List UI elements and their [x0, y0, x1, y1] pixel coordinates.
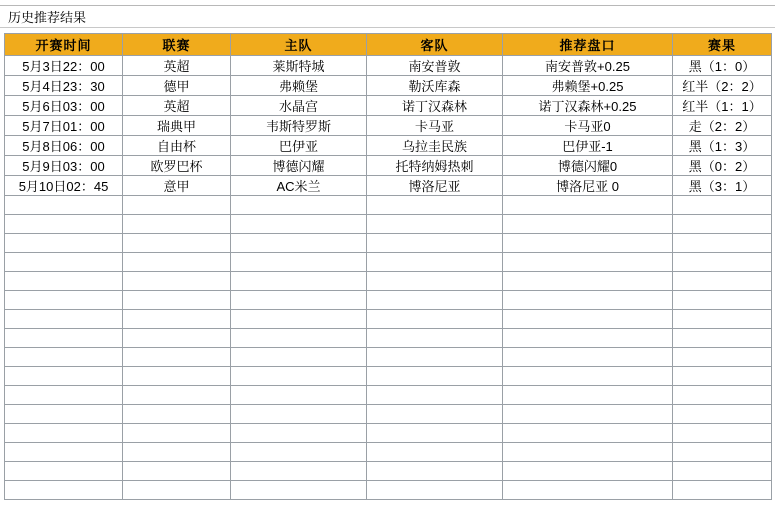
cell-empty[interactable]	[503, 291, 673, 310]
cell-empty[interactable]	[673, 386, 772, 405]
cell-result[interactable]: 黑（3：1）	[673, 176, 772, 196]
cell-home-team[interactable]: 博德闪耀	[231, 156, 367, 176]
cell-empty[interactable]	[367, 443, 503, 462]
cell-empty[interactable]	[123, 234, 231, 253]
cell-empty[interactable]	[367, 386, 503, 405]
cell-empty[interactable]	[673, 367, 772, 386]
cell-empty[interactable]	[123, 443, 231, 462]
cell-empty[interactable]	[367, 234, 503, 253]
cell-empty[interactable]	[231, 253, 367, 272]
cell-empty[interactable]	[231, 443, 367, 462]
cell-recommendation[interactable]: 弗赖堡+0.25	[503, 76, 673, 96]
cell-empty[interactable]	[5, 215, 123, 234]
cell-league[interactable]: 瑞典甲	[123, 116, 231, 136]
cell-empty[interactable]	[673, 215, 772, 234]
table-row	[5, 116, 772, 136]
cell-result[interactable]: 黑（1：3）	[673, 136, 772, 156]
table-row-empty	[5, 291, 772, 310]
cell-home-team[interactable]: AC米兰	[231, 176, 367, 196]
cell-empty[interactable]	[673, 462, 772, 481]
cell-league[interactable]: 英超	[123, 96, 231, 116]
cell-empty[interactable]	[123, 367, 231, 386]
cell-empty[interactable]	[5, 386, 123, 405]
cell-league[interactable]: 英超	[123, 56, 231, 76]
cell-empty[interactable]	[231, 348, 367, 367]
cell-empty[interactable]	[503, 462, 673, 481]
cell-empty[interactable]	[673, 310, 772, 329]
cell-empty[interactable]	[123, 310, 231, 329]
cell-empty[interactable]	[503, 386, 673, 405]
cell-empty[interactable]	[503, 329, 673, 348]
table-row-empty	[5, 443, 772, 462]
cell-time[interactable]: 5月8日06：00	[5, 136, 123, 156]
cell-away-team[interactable]: 南安普敦	[367, 56, 503, 76]
cell-time[interactable]: 5月3日22：00	[5, 56, 123, 76]
cell-empty[interactable]	[367, 272, 503, 291]
cell-empty[interactable]	[503, 215, 673, 234]
history-results-table	[4, 33, 772, 500]
cell-empty[interactable]	[503, 310, 673, 329]
cell-empty[interactable]	[367, 348, 503, 367]
cell-empty[interactable]	[673, 348, 772, 367]
cell-empty[interactable]	[123, 253, 231, 272]
cell-empty[interactable]	[5, 405, 123, 424]
column-header-time[interactable]: 开赛时间	[5, 34, 123, 56]
table-row-empty	[5, 405, 772, 424]
cell-empty[interactable]	[123, 386, 231, 405]
table-row	[5, 156, 772, 176]
table-row	[5, 136, 772, 156]
cell-home-team[interactable]: 水晶宫	[231, 96, 367, 116]
cell-league[interactable]: 欧罗巴杯	[123, 156, 231, 176]
cell-empty[interactable]	[123, 481, 231, 500]
cell-empty[interactable]	[123, 462, 231, 481]
cell-empty[interactable]	[503, 367, 673, 386]
table-row-empty	[5, 348, 772, 367]
table-row-empty	[5, 310, 772, 329]
cell-recommendation[interactable]: 巴伊亚-1	[503, 136, 673, 156]
cell-home-team[interactable]: 韦斯特罗斯	[231, 116, 367, 136]
cell-away-team[interactable]: 卡马亚	[367, 116, 503, 136]
cell-result[interactable]: 黑（0：2）	[673, 156, 772, 176]
cell-empty[interactable]	[5, 291, 123, 310]
cell-empty[interactable]	[367, 367, 503, 386]
table-body	[5, 56, 772, 500]
cell-empty[interactable]	[367, 196, 503, 215]
cell-empty[interactable]	[367, 462, 503, 481]
column-header-recommendation[interactable]: 推荐盘口	[503, 34, 673, 56]
cell-empty[interactable]	[231, 310, 367, 329]
cell-empty[interactable]	[231, 367, 367, 386]
cell-empty[interactable]	[231, 462, 367, 481]
cell-empty[interactable]	[231, 481, 367, 500]
table-row-empty	[5, 253, 772, 272]
column-header-result[interactable]: 赛果	[673, 34, 772, 56]
column-header-away-team[interactable]: 客队	[367, 34, 503, 56]
cell-empty[interactable]	[673, 253, 772, 272]
cell-empty[interactable]	[503, 272, 673, 291]
cell-empty[interactable]	[367, 310, 503, 329]
cell-time[interactable]: 5月4日23：30	[5, 76, 123, 96]
cell-result[interactable]: 走（2：2）	[673, 116, 772, 136]
cell-empty[interactable]	[673, 424, 772, 443]
cell-empty[interactable]	[673, 443, 772, 462]
table-row-empty	[5, 196, 772, 215]
cell-result[interactable]: 黑（1：0）	[673, 56, 772, 76]
cell-away-team[interactable]: 托特纳姆热刺	[367, 156, 503, 176]
cell-empty[interactable]	[367, 215, 503, 234]
cell-empty[interactable]	[231, 196, 367, 215]
cell-empty[interactable]	[673, 291, 772, 310]
cell-empty[interactable]	[367, 405, 503, 424]
table-row-empty	[5, 329, 772, 348]
cell-time[interactable]: 5月10日02：45	[5, 176, 123, 196]
cell-empty[interactable]	[123, 272, 231, 291]
cell-empty[interactable]	[673, 196, 772, 215]
cell-away-team[interactable]: 诺丁汉森林	[367, 96, 503, 116]
cell-recommendation[interactable]: 博德闪耀0	[503, 156, 673, 176]
table-header-row	[5, 34, 772, 56]
table-row-empty	[5, 424, 772, 443]
table-row	[5, 76, 772, 96]
cell-empty[interactable]	[123, 196, 231, 215]
cell-empty[interactable]	[5, 443, 123, 462]
table-row-empty	[5, 215, 772, 234]
cell-empty[interactable]	[673, 272, 772, 291]
cell-home-team[interactable]: 弗赖堡	[231, 76, 367, 96]
cell-empty[interactable]	[367, 481, 503, 500]
cell-empty[interactable]	[673, 329, 772, 348]
table-row-empty	[5, 367, 772, 386]
cell-away-team[interactable]: 乌拉圭民族	[367, 136, 503, 156]
cell-empty[interactable]	[367, 329, 503, 348]
cell-empty[interactable]	[5, 424, 123, 443]
cell-empty[interactable]	[5, 234, 123, 253]
cell-empty[interactable]	[673, 481, 772, 500]
spreadsheet-area	[0, 28, 775, 500]
cell-empty[interactable]	[503, 443, 673, 462]
cell-result[interactable]: 红半（2：2）	[673, 76, 772, 96]
cell-empty[interactable]	[5, 462, 123, 481]
cell-empty[interactable]	[123, 405, 231, 424]
cell-empty[interactable]	[123, 215, 231, 234]
table-row-empty	[5, 462, 772, 481]
cell-time[interactable]: 5月7日01：00	[5, 116, 123, 136]
column-header-league[interactable]: 联赛	[123, 34, 231, 56]
cell-empty[interactable]	[5, 253, 123, 272]
cell-recommendation[interactable]: 南安普敦+0.25	[503, 56, 673, 76]
cell-empty[interactable]	[231, 291, 367, 310]
cell-empty[interactable]	[5, 348, 123, 367]
cell-league[interactable]: 德甲	[123, 76, 231, 96]
cell-empty[interactable]	[231, 424, 367, 443]
table-row	[5, 96, 772, 116]
table-row-empty	[5, 234, 772, 253]
cell-league[interactable]: 意甲	[123, 176, 231, 196]
table-row-empty	[5, 272, 772, 291]
table-row	[5, 56, 772, 76]
cell-empty[interactable]	[5, 481, 123, 500]
cell-empty[interactable]	[503, 405, 673, 424]
cell-away-team[interactable]: 勒沃库森	[367, 76, 503, 96]
cell-empty[interactable]	[503, 253, 673, 272]
cell-recommendation[interactable]: 博洛尼亚 0	[503, 176, 673, 196]
table-row-empty	[5, 481, 772, 500]
cell-empty[interactable]	[231, 234, 367, 253]
sheet-title-row	[0, 6, 775, 28]
cell-empty[interactable]	[231, 272, 367, 291]
page-title: 历史推荐结果	[8, 10, 87, 25]
cell-empty[interactable]	[367, 291, 503, 310]
cell-empty[interactable]	[503, 424, 673, 443]
cell-away-team[interactable]: 博洛尼亚	[367, 176, 503, 196]
cell-empty[interactable]	[673, 405, 772, 424]
cell-empty[interactable]	[503, 234, 673, 253]
cell-empty[interactable]	[503, 196, 673, 215]
cell-empty[interactable]	[673, 234, 772, 253]
cell-time[interactable]: 5月6日03：00	[5, 96, 123, 116]
cell-empty[interactable]	[231, 215, 367, 234]
cell-home-team[interactable]: 巴伊亚	[231, 136, 367, 156]
cell-empty[interactable]	[5, 196, 123, 215]
cell-empty[interactable]	[367, 424, 503, 443]
cell-empty[interactable]	[5, 310, 123, 329]
cell-empty[interactable]	[503, 481, 673, 500]
cell-empty[interactable]	[123, 291, 231, 310]
cell-empty[interactable]	[123, 329, 231, 348]
cell-recommendation[interactable]: 诺丁汉森林+0.25	[503, 96, 673, 116]
cell-empty[interactable]	[123, 348, 231, 367]
cell-empty[interactable]	[123, 424, 231, 443]
cell-result[interactable]: 红半（1：1）	[673, 96, 772, 116]
cell-empty[interactable]	[5, 272, 123, 291]
table-row-empty	[5, 386, 772, 405]
cell-empty[interactable]	[5, 329, 123, 348]
cell-empty[interactable]	[5, 367, 123, 386]
cell-empty[interactable]	[231, 405, 367, 424]
cell-empty[interactable]	[367, 253, 503, 272]
cell-recommendation[interactable]: 卡马亚0	[503, 116, 673, 136]
column-header-home-team[interactable]: 主队	[231, 34, 367, 56]
cell-empty[interactable]	[231, 386, 367, 405]
table-row	[5, 176, 772, 196]
cell-league[interactable]: 自由杯	[123, 136, 231, 156]
cell-empty[interactable]	[231, 329, 367, 348]
cell-empty[interactable]	[503, 348, 673, 367]
cell-time[interactable]: 5月9日03：00	[5, 156, 123, 176]
cell-home-team[interactable]: 莱斯特城	[231, 56, 367, 76]
